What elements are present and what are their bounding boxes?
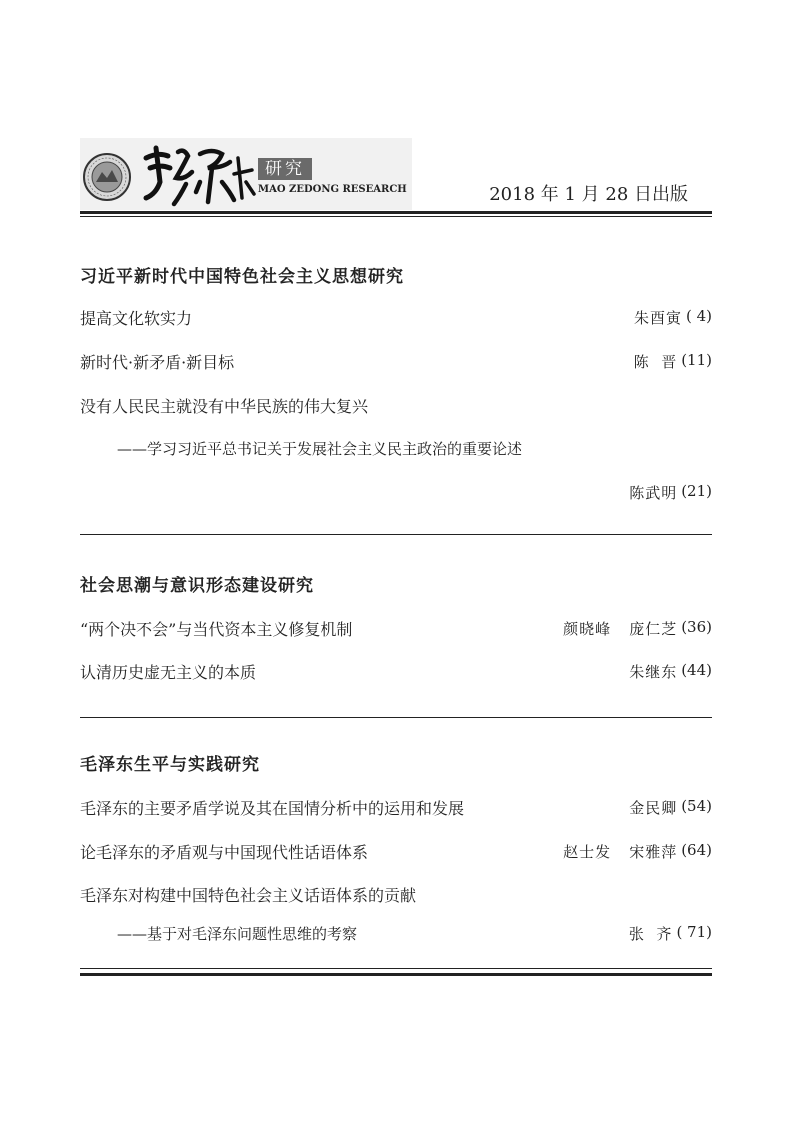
article-page: ( 71) — [676, 923, 712, 941]
article-page: (44) — [681, 661, 712, 679]
footer-rule — [80, 973, 712, 976]
article-title[interactable]: 论毛泽东的矛盾观与中国现代性话语体系 — [80, 843, 369, 862]
article-title[interactable]: 认清历史虚无主义的本质 — [80, 663, 257, 682]
article-meta — [629, 923, 712, 944]
article-page: (64) — [681, 841, 712, 859]
article-author: 宋雅萍 — [629, 843, 678, 861]
section-divider — [80, 717, 712, 718]
article-title[interactable]: 毛泽东的主要矛盾学说及其在国情分析中的运用和发展 — [80, 799, 465, 818]
section-title: 毛泽东生平与实践研究 — [80, 755, 260, 775]
journal-calligraphy-logo — [138, 138, 260, 210]
article-subtitle: ——学习习近平总书记关于发展社会主义民主政治的重要论述 — [117, 440, 523, 458]
article-author: 赵士发 — [563, 843, 612, 861]
article-author: 张 齐 — [628, 925, 673, 943]
article-subtitle: ——基于对毛泽东问题性思维的考察 — [117, 925, 358, 943]
article-title[interactable]: “两个决不会”与当代资本主义修复机制 — [80, 620, 353, 639]
article-meta — [563, 618, 712, 639]
article-page: (21) — [681, 482, 712, 500]
article-page: (54) — [681, 797, 712, 815]
research-badge: 研究 — [258, 158, 312, 180]
article-author: 朱酉寅 — [633, 309, 682, 327]
article-meta — [629, 797, 712, 818]
article-title[interactable]: 没有人民民主就没有中华民族的伟大复兴 — [80, 397, 369, 416]
article-meta — [563, 841, 712, 862]
article-page: ( 4) — [685, 307, 712, 325]
issue-date: 2018 年 1 月 28 日出版 — [489, 184, 688, 205]
article-page: (11) — [681, 351, 712, 369]
header-rule — [80, 211, 712, 214]
article-author: 朱继东 — [629, 663, 678, 681]
article-title[interactable]: 提高文化软实力 — [80, 309, 193, 328]
section-title: 社会思潮与意识形态建设研究 — [80, 576, 314, 596]
footer-rule-thin — [80, 968, 712, 969]
section-title: 习近平新时代中国特色社会主义思想研究 — [80, 267, 404, 287]
article-title[interactable]: 新时代·新矛盾·新目标 — [80, 353, 235, 372]
article-page: (36) — [681, 618, 712, 636]
article-author: 陈武明 — [629, 484, 678, 502]
research-english-title: MAO ZEDONG RESEARCH — [258, 184, 407, 195]
article-author: 金民卿 — [629, 799, 678, 817]
journal-seal-icon — [82, 152, 132, 202]
article-title[interactable]: 毛泽东对构建中国特色社会主义话语体系的贡献 — [80, 886, 417, 905]
header-rule-thin — [80, 216, 712, 217]
article-author: 颜晓峰 — [563, 620, 612, 638]
article-meta — [634, 307, 712, 328]
article-meta — [629, 661, 712, 682]
article-author: 庞仁芝 — [629, 620, 678, 638]
article-meta — [634, 351, 712, 372]
article-author: 陈 晋 — [633, 353, 678, 371]
section-divider — [80, 534, 712, 535]
article-meta — [629, 482, 712, 503]
